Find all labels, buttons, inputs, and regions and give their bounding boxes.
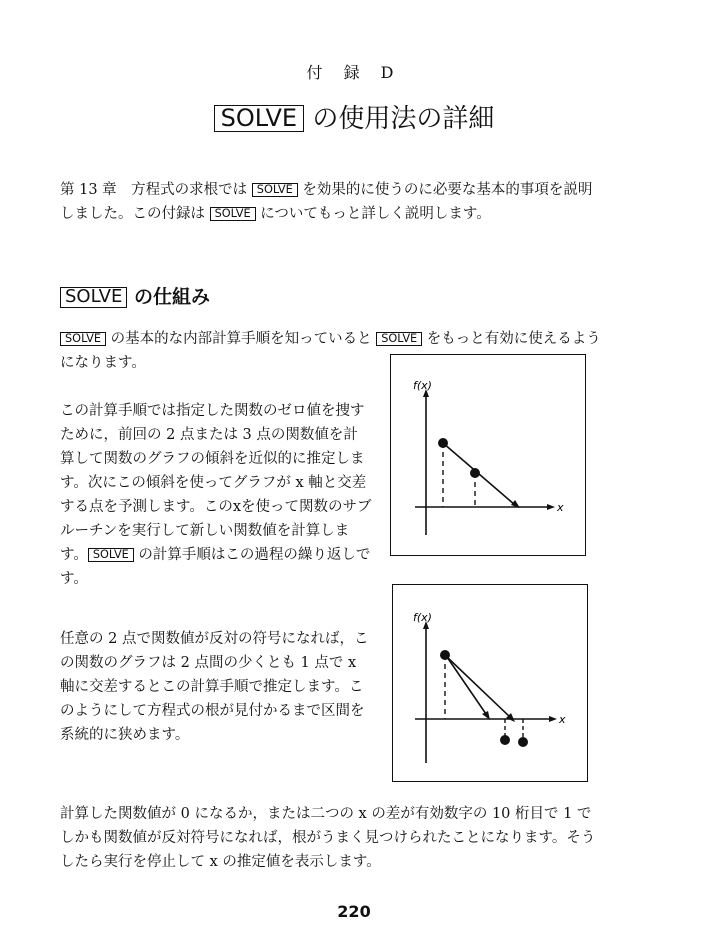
solve-key-section: SOLVE xyxy=(60,287,127,308)
figure-2-graph xyxy=(393,585,587,781)
intro-part1: 第 13 章 方程式の求根では xyxy=(60,182,252,198)
solve-key-p3: SOLVE xyxy=(88,548,134,562)
page-number: 220 xyxy=(337,902,371,921)
figure-secant-slope xyxy=(390,354,586,556)
x-axis-label: x xyxy=(557,501,564,514)
secant-line-2 xyxy=(447,657,510,717)
x-axis-label: x xyxy=(559,713,566,726)
y-axis-label: f(x) xyxy=(413,379,432,392)
point-1 xyxy=(438,438,448,448)
intro-part2: を効果的に使うのに必要な基本的事項を説明しました。この付録は xyxy=(60,182,593,222)
p2-part2: をもっと有効に使えるようになります。 xyxy=(60,331,601,371)
secant-line-1 xyxy=(447,657,486,714)
p3-part1: この計算手順では指定した関数のゼロ値を捜すために，前回の 2 点または 3 点の関数値を計算して関数のグラフの傾斜を近似的に推定します。次にこの傾斜を使ってグラフが x 軸と交差する点を予測します。このxを使って関数のサブルーチンを実行して新しい関数値を計算します。 xyxy=(60,403,372,563)
x-axis-arrow xyxy=(547,504,555,510)
page-title xyxy=(0,98,708,135)
solve-key-p2-1: SOLVE xyxy=(60,332,106,346)
paragraph-5: 計算した関数値が 0 になるか，または二つの x の差が有効数字の 10 桁目で 1 でしかも関数値が反対符号になれば，根がうまく見つけられたことになります。そうしたら実行を停止して x の推定値を表示します。 xyxy=(60,806,596,870)
point-2 xyxy=(518,737,528,747)
intro-paragraph xyxy=(60,178,605,226)
title-text: の使用法の詳細 xyxy=(312,104,495,134)
intro-part3: についてもっと詳しく説明します。 xyxy=(255,206,491,222)
section-title: の仕組み xyxy=(133,286,210,308)
figure-1-graph xyxy=(391,355,585,555)
solve-key-intro-1: SOLVE xyxy=(252,183,298,197)
point-1 xyxy=(500,735,510,745)
appendix-label: 付 録 D xyxy=(306,63,402,82)
p2-part1: の基本的な内部計算手順を知っていると xyxy=(105,331,377,347)
section-heading xyxy=(60,282,210,309)
solve-key-p2-2: SOLVE xyxy=(376,332,422,346)
figure-bracketing xyxy=(392,584,588,782)
solve-key-title: SOLVE xyxy=(214,105,304,132)
x-axis-arrow xyxy=(549,716,557,722)
paragraph-4: 任意の 2 点で関数値が反対の符号になれば，この関数のグラフは 2 点間の少くとも 1 点で x 軸に交差するとこの計算手順で推定します。このようにして方程式の根が見付かるまで区間を系統的に狭めます。 xyxy=(60,631,369,743)
y-axis-label: f(x) xyxy=(413,611,432,624)
point-start xyxy=(440,650,450,660)
paragraph-3 xyxy=(60,399,372,591)
p3-part2: の計算手順はこの過程の繰り返しです。 xyxy=(60,547,371,587)
solve-key-intro-2: SOLVE xyxy=(210,207,256,221)
point-2 xyxy=(470,468,480,478)
